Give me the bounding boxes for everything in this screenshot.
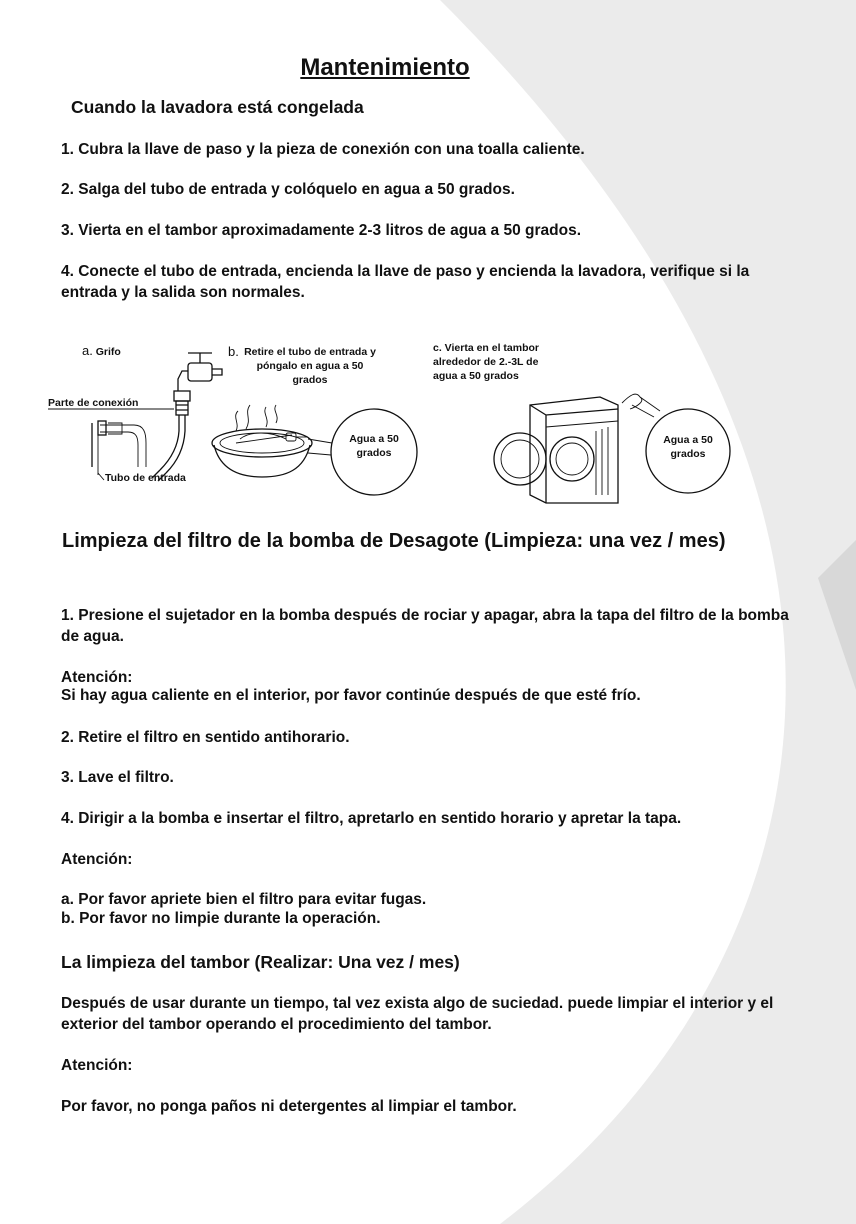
- step-b-label: Retire el tubo de entrada y póngalo en agua a 50 grados: [244, 346, 376, 386]
- faucet-letter: a.: [82, 343, 93, 358]
- section2-attention-2-title: Atención:: [61, 851, 133, 868]
- step-b-letter-text: b.: [228, 344, 239, 359]
- section2-attention-2-a: a. Por favor apriete bien el filtro para evitar fugas.: [61, 891, 427, 908]
- step-c-label: c. Vierta en el tambor alrededor de 2.-3L de agua a 50 grados: [433, 342, 540, 382]
- water-basin-drawing: [212, 405, 312, 477]
- bubble-b-text: Agua a 50 grados: [349, 433, 399, 459]
- freezing-illustration: [40, 335, 800, 505]
- section2-step-1: 1. Presione el sujetador en la bomba después de rociar y apagar, abra la tapa del filtro de la bomba de agua.: [61, 607, 789, 645]
- faucet-text: Grifo: [95, 346, 121, 358]
- inlet-hose-drawing: [92, 421, 146, 475]
- section3-attention-text: Por favor, no ponga paños ni detergentes al limpiar el tambor.: [61, 1098, 517, 1115]
- connection-label: Parte de conexión: [48, 397, 139, 409]
- section2-attention-1-text: Si hay agua caliente en el interior, por favor continúe después de que esté frío.: [61, 687, 641, 704]
- section1-step-1: 1. Cubra la llave de paso y la pieza de conexión con una toalla caliente.: [61, 141, 585, 158]
- faucet-label: [82, 344, 121, 359]
- step-b-letter: [228, 345, 239, 360]
- section2-step-4: 4. Dirigir a la bomba e insertar el filtro, apretarlo en sentido horario y apretar la tapa.: [61, 810, 682, 827]
- section1-step-3: 3. Vierta en el tambor aproximadamente 2-3 litros de agua a 50 grados.: [61, 222, 582, 239]
- section2-attention-1-title: Atención:: [61, 669, 133, 686]
- section3-heading: La limpieza del tambor (Realizar: Una vez / mes): [61, 952, 460, 972]
- washing-machine-drawing: [494, 394, 642, 503]
- faucet-drawing: [152, 353, 222, 481]
- section2-heading: Limpieza del filtro de la bomba de Desagote (Limpieza: una vez / mes): [62, 530, 726, 552]
- bubble-c-text: Agua a 50 grados: [663, 434, 713, 460]
- section3-attention-title: Atención:: [61, 1057, 133, 1074]
- section2-step-2: 2. Retire el filtro en sentido antihorario.: [61, 729, 350, 746]
- section2-step-3: 3. Lave el filtro.: [61, 769, 174, 786]
- section1-step-4: 4. Conecte el tubo de entrada, encienda la llave de paso y encienda la lavadora, verifique si la entrada y la salida son normales.: [61, 263, 750, 301]
- section1-step-2: 2. Salga del tubo de entrada y colóquelo en agua a 50 grados.: [61, 181, 515, 198]
- hose-label: Tubo de entrada: [105, 472, 186, 484]
- section2-attention-2-b: b. Por favor no limpie durante la operación.: [61, 910, 381, 927]
- section3-text: Después de usar durante un tiempo, tal vez exista algo de suciedad. puede limpiar el interior y el exterior del tambor operando el procedimiento del tambor.: [61, 995, 774, 1033]
- section1-heading: Cuando la lavadora está congelada: [71, 97, 364, 117]
- page-title: Mantenimiento: [300, 54, 470, 81]
